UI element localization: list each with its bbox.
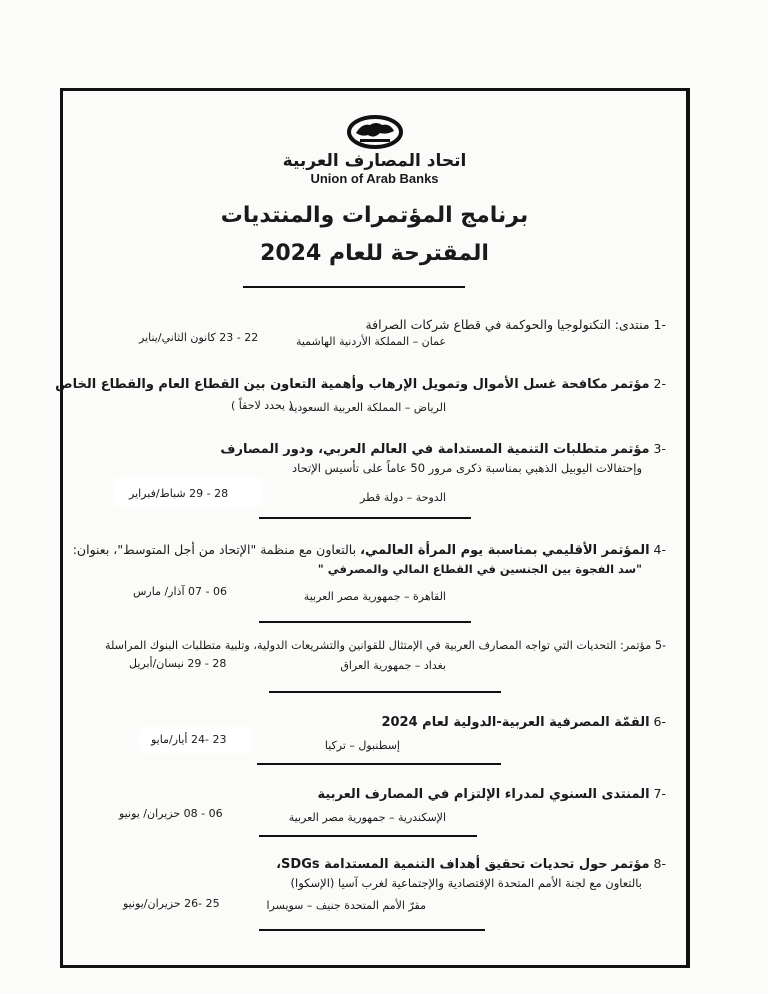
list-item (65, 639, 666, 652)
item-divider (257, 763, 501, 765)
union-of-arab-banks-logo-icon (346, 113, 404, 151)
document-frame (55, 88, 690, 968)
item-date: 25 -26 حزيران/يونيو (123, 897, 220, 910)
item-number: -2 (653, 376, 666, 391)
list-item (55, 376, 666, 392)
item-note: "سد الفجوة بين الجنسين في القطاع المالي والمصرفي " (317, 562, 642, 576)
item-location: عمان – المملكة الأردنية الهاشمية (295, 335, 446, 348)
page-title-line1: برنامج المؤتمرات والمنتديات (220, 203, 529, 228)
item-title: متطلبات التنمية المستدامة في العالم العربي، ودور المصارف (220, 442, 608, 457)
item-date: ( يحدد لاحقاً ) (231, 399, 293, 412)
item-type: مؤتمر (611, 377, 650, 392)
item-divider (259, 929, 485, 931)
item-number: -5 (654, 639, 666, 652)
list-item (77, 317, 666, 332)
org-name-arabic: اتحاد المصارف العربية (282, 151, 467, 171)
item-type: منتدى: (614, 317, 650, 332)
list-item (72, 542, 666, 576)
item-title: القمّة المصرفية العربية-الدولية لعام 2024 (381, 715, 650, 730)
logo (63, 113, 686, 151)
item-date: 28 - 29 نيسان/أبريل (129, 657, 227, 670)
item-location: مقرّ الأمم المتحدة جنيف – سويسرا (266, 899, 426, 912)
item-date: 06 - 07 آذار/ مارس (133, 585, 227, 598)
item-date: 28 - 29 شباط/فبراير (129, 487, 229, 500)
item-number: -8 (653, 856, 666, 871)
item-note: وإحتفالات اليوبيل الذهبي بمناسبة ذكرى مرور 50 عاماً على تأسيس الإتحاد (292, 461, 642, 475)
item-date: 23 -24 أيار/مايو (151, 733, 227, 746)
item-number: -7 (653, 786, 666, 801)
item-date: 22 - 23 كانون الثاني/يناير (139, 331, 259, 344)
item-location: الدوحة – دولة قطر (360, 491, 446, 504)
list-item (77, 441, 666, 475)
item-title: مكافحة غسل الأموال وتمويل الإرهاب وأهمية التعاون بين القطاع العام والقطاع الخاص (55, 377, 608, 392)
item-title: بالتعاون مع منظمة "الإتحاد من أجل المتوسط"، بعنوان: (72, 542, 357, 557)
item-location: الإسكندرية – جمهورية مصر العربية (288, 811, 446, 824)
item-divider (259, 517, 471, 519)
item-type: مؤتمر (611, 857, 650, 872)
title-divider (243, 286, 465, 288)
list-item (77, 856, 666, 890)
item-number: -1 (653, 317, 666, 332)
list-item (77, 786, 666, 802)
item-location: الرياض – المملكة العربية السعودية (288, 401, 446, 414)
org-name-english: Union of Arab Banks (310, 171, 439, 186)
item-date: 06 - 08 حزيران/ يونيو (119, 807, 223, 820)
item-type: مؤتمر (611, 442, 650, 457)
item-type: مؤتمر: (619, 639, 652, 652)
item-location: إسطنبول – تركيا (324, 739, 400, 752)
item-title: التحديات التي تواجه المصارف العربية في الإمتثال للقوانين والتشريعات الدولية، وتلبية متطلبات البنوك المراسلة (104, 639, 617, 652)
item-location: بغداد – جمهورية العراق (340, 659, 446, 672)
item-number: -4 (653, 542, 666, 557)
item-title: التكنولوجيا والحوكمة في قطاع شركات الصرافة (365, 317, 611, 332)
item-divider (259, 835, 477, 837)
item-number: -6 (653, 714, 666, 729)
item-title: حول تحديات تحقيق أهداف التنمية المستدامة SDGs، (276, 857, 608, 872)
page-title-line2: المقترحة للعام 2024 (260, 241, 489, 266)
item-divider (259, 621, 471, 623)
item-location: القاهرة – جمهورية مصر العربية (303, 590, 446, 603)
item-title: المنتدى السنوي لمدراء الإلتزام في المصارف العربية (317, 787, 650, 802)
item-divider (269, 691, 501, 693)
item-number: -3 (653, 441, 666, 456)
item-note: بالتعاون مع لجنة الأمم المتحدة الإقتصادية والإجتماعية لغرب آسيا (الإسكوا) (290, 876, 642, 890)
item-type: المؤتمر الأقليمي بمناسبة يوم المرأة العالمي، (360, 543, 650, 558)
